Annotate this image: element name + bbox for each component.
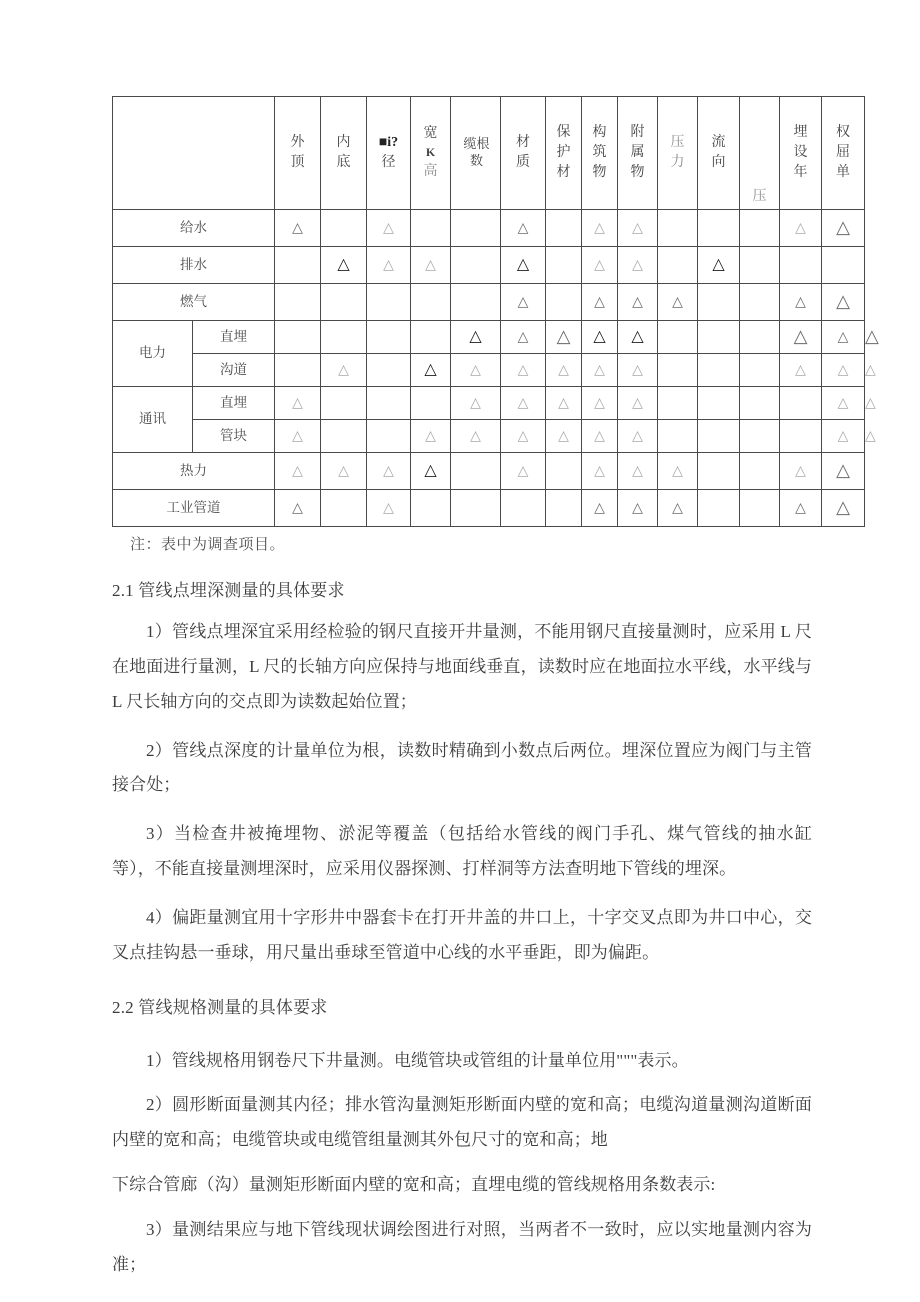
row-label-7: 热力 xyxy=(113,453,275,490)
paragraph-2-1-1: 1）管线点埋深宜采用经检验的钢尺直接开井量测，不能用钢尺直接量测时，应采用 L 尺在地面进行量测，L 尺的长轴方向应保持与地面线垂直，读数时应在地面拉水平线，水平线与 L 尺长轴方向的交点即为读数起始位置； xyxy=(112,622,812,711)
section-heading-2-1: 2.1 管线点埋深测量的具体要求 xyxy=(112,581,345,600)
survey-mark-triangle: △ xyxy=(383,500,394,516)
table-cell xyxy=(658,247,698,284)
table-cell xyxy=(780,354,822,387)
survey-mark-triangle: △ xyxy=(594,362,605,378)
table-cell xyxy=(740,354,780,387)
paragraph-2-1-2: 2）管线点深度的计量单位为根，读数时精确到小数点后两位。埋深位置应为阀门与主管接合处； xyxy=(112,740,812,795)
survey-mark-triangle: △ xyxy=(594,463,605,479)
header-cell-width-height xyxy=(411,97,451,210)
table-note: 注：表中为调查项目。 xyxy=(130,537,286,553)
table-cell xyxy=(501,387,546,420)
survey-mark-triangle: △ xyxy=(470,428,481,444)
table-cell xyxy=(411,420,451,453)
table-cell xyxy=(546,284,582,321)
survey-mark-triangle: △ xyxy=(292,428,303,444)
row-label-5: 通讯 xyxy=(113,387,193,453)
header-text-year-2: 设 xyxy=(793,144,808,160)
table-cell xyxy=(501,321,546,354)
header-text-protect-1: 保 xyxy=(556,124,571,140)
table-cell xyxy=(658,420,698,453)
table-cell xyxy=(698,453,740,490)
header-text-struct-2: 筑 xyxy=(592,144,607,160)
table-cell xyxy=(451,210,501,247)
table-cell xyxy=(740,490,780,527)
survey-mark-triangle: △ xyxy=(632,428,643,444)
survey-mark-triangle: △ xyxy=(517,395,529,411)
table-cell xyxy=(822,387,865,420)
table-cell xyxy=(582,354,618,387)
table-cell xyxy=(451,387,501,420)
survey-mark-triangle: △ xyxy=(712,255,725,273)
header-cell-cable-count xyxy=(451,97,501,210)
header-text-protect-2: 护 xyxy=(556,144,571,160)
survey-mark-triangle: △ xyxy=(425,257,436,273)
table-cell xyxy=(451,490,501,527)
survey-mark-triangle: △ xyxy=(632,500,643,516)
survey-mark-triangle: △ xyxy=(837,362,849,378)
survey-mark-triangle: △ xyxy=(793,326,808,347)
survey-mark-triangle: △ xyxy=(338,362,349,378)
table-cell xyxy=(698,321,740,354)
header-text-inner-bottom-1: 内 xyxy=(336,134,351,150)
table-cell xyxy=(501,453,546,490)
table-cell xyxy=(698,490,740,527)
paragraph-2-1-4: 4）偏距量测宜用十字形井中器套卡在打开井盖的井口上，十字交叉点即为井口中心，交叉点挂钩悬一垂球，用尺量出垂球至管道中心线的水平垂距，即为偏距。 xyxy=(112,907,812,962)
table-cell xyxy=(658,210,698,247)
table-cell xyxy=(658,490,698,527)
survey-mark-triangle: △ xyxy=(594,428,605,444)
table-cell xyxy=(321,321,367,354)
header-cell-voltage xyxy=(740,97,780,210)
header-text-year-3: 年 xyxy=(793,165,808,181)
table-cell xyxy=(411,387,451,420)
table-cell xyxy=(321,210,367,247)
survey-mark-triangle: △ xyxy=(517,463,529,479)
table-cell xyxy=(780,387,822,420)
survey-mark-triangle: △ xyxy=(795,294,806,310)
survey-mark-triangle: △ xyxy=(470,395,481,411)
survey-mark-triangle: △ xyxy=(558,428,569,444)
table-cell xyxy=(367,490,411,527)
table-cell xyxy=(451,247,501,284)
table-cell xyxy=(698,420,740,453)
survey-mark-triangle: △ xyxy=(836,217,850,238)
table-cell xyxy=(582,247,618,284)
survey-mark-triangle: △ xyxy=(594,395,605,411)
survey-mark-triangle: △ xyxy=(795,500,806,516)
table-cell xyxy=(275,321,321,354)
table-cell xyxy=(582,321,618,354)
survey-mark-triangle: △ xyxy=(424,461,437,479)
survey-mark-triangle: △ xyxy=(631,327,644,345)
table-row xyxy=(113,420,865,453)
table-cell xyxy=(658,387,698,420)
table-cell xyxy=(501,210,546,247)
survey-mark-triangle: △ xyxy=(292,220,303,236)
table-row xyxy=(113,354,865,387)
header-text-wh-3: 高 xyxy=(423,163,438,179)
table-cell xyxy=(501,354,546,387)
survey-mark-triangle: △ xyxy=(837,395,849,411)
table-cell xyxy=(451,420,501,453)
table-cell xyxy=(275,210,321,247)
survey-mark-triangle: △ xyxy=(632,395,643,411)
table-cell xyxy=(275,453,321,490)
table-cell xyxy=(780,284,822,321)
survey-mark-triangle: △ xyxy=(865,428,876,444)
survey-mark-triangle: △ xyxy=(517,329,529,345)
header-text-outer-top-2: 顶 xyxy=(290,155,305,170)
survey-mark-triangle: △ xyxy=(672,500,683,516)
survey-mark-triangle: △ xyxy=(672,294,683,310)
table-cell xyxy=(367,453,411,490)
header-cell-flow-direction xyxy=(698,97,740,210)
table-cell xyxy=(618,453,658,490)
header-text-pressure-1: 压 xyxy=(670,134,685,150)
table-cell xyxy=(367,210,411,247)
table-cell xyxy=(740,453,780,490)
header-text-flow-1: 流 xyxy=(711,134,726,150)
header-cell-pipe-diameter xyxy=(367,97,411,210)
table-row xyxy=(113,247,865,284)
table-cell xyxy=(321,387,367,420)
survey-mark-triangle: △ xyxy=(517,362,529,378)
header-text-voltage-1: 压 xyxy=(752,188,767,204)
survey-mark-triangle: △ xyxy=(338,463,349,479)
table-cell xyxy=(321,247,367,284)
survey-mark-triangle: △ xyxy=(632,220,643,236)
survey-mark-triangle: △ xyxy=(865,362,876,378)
table-cell xyxy=(582,210,618,247)
table-cell xyxy=(411,453,451,490)
header-text-year-1: 埋 xyxy=(793,124,808,140)
row-label-1: 排水 xyxy=(113,247,275,284)
table-cell xyxy=(822,284,865,321)
table-cell xyxy=(740,210,780,247)
table-cell xyxy=(698,284,740,321)
survey-mark-triangle: △ xyxy=(837,329,849,345)
header-text-pressure-2: 力 xyxy=(670,155,685,170)
survey-mark-triangle: △ xyxy=(632,463,643,479)
table-cell xyxy=(321,354,367,387)
table-cell xyxy=(582,387,618,420)
header-text-wh-1: 宽 xyxy=(423,126,438,141)
table-cell xyxy=(451,354,501,387)
survey-mark-triangle: △ xyxy=(865,395,876,411)
survey-mark-triangle: △ xyxy=(517,294,529,310)
header-text-cable-1: 缆根 xyxy=(463,136,490,152)
survey-mark-triangle: △ xyxy=(795,220,806,236)
table-row xyxy=(113,321,865,354)
header-text-diameter-2: 径 xyxy=(381,155,396,170)
table-cell xyxy=(546,453,582,490)
table-cell xyxy=(546,387,582,420)
header-text-material-1: 材 xyxy=(516,134,530,150)
table-cell xyxy=(822,247,865,284)
table-cell xyxy=(582,490,618,527)
table-cell xyxy=(618,247,658,284)
table-cell xyxy=(546,490,582,527)
table-cell xyxy=(780,210,822,247)
section-heading-2-2: 2.2 管线规格测量的具体要求 xyxy=(112,997,328,1017)
table-cell xyxy=(367,354,411,387)
paragraph-2-2-4: 3）量测结果应与地下管线现状调绘图进行对照，当两者不一致时，应以实地量测内容为准； xyxy=(112,1219,812,1274)
table-cell xyxy=(451,284,501,321)
header-text-owner-1: 权 xyxy=(836,124,850,140)
table-row xyxy=(113,387,865,420)
header-text-wh-2: K xyxy=(425,145,436,160)
table-cell xyxy=(740,247,780,284)
table-cell xyxy=(740,321,780,354)
table-cell xyxy=(546,354,582,387)
row-sublabel-5: 直埋 xyxy=(193,387,275,420)
table-cell xyxy=(321,284,367,321)
survey-mark-triangle: △ xyxy=(865,326,879,347)
survey-mark-triangle: △ xyxy=(795,463,806,479)
paragraph-2-2-3: 下综合管廊（沟）量测矩形断面内壁的宽和高；直埋电缆的管线规格用条数表示: xyxy=(112,1175,716,1195)
header-text-attach-3: 物 xyxy=(630,165,645,181)
survey-mark-triangle: △ xyxy=(292,463,303,479)
table-cell xyxy=(582,453,618,490)
survey-mark-triangle: △ xyxy=(836,460,850,481)
table-cell xyxy=(618,321,658,354)
survey-mark-triangle: △ xyxy=(470,362,481,378)
header-cell-owner-unit xyxy=(822,97,865,210)
table-cell xyxy=(780,247,822,284)
table-cell xyxy=(546,247,582,284)
row-sublabel-4: 沟道 xyxy=(193,354,275,387)
header-text-protect-3: 材 xyxy=(556,165,571,181)
pipeline-survey-table xyxy=(112,96,879,527)
table-row xyxy=(113,453,865,490)
table-cell xyxy=(411,247,451,284)
survey-mark-triangle: △ xyxy=(469,327,482,345)
header-text-material-2: 质 xyxy=(516,155,530,170)
table-cell xyxy=(740,387,780,420)
table-cell xyxy=(618,490,658,527)
header-text-struct-1: 构 xyxy=(592,124,607,140)
table-cell xyxy=(618,420,658,453)
table-cell xyxy=(698,387,740,420)
table-cell xyxy=(501,247,546,284)
survey-mark-triangle: △ xyxy=(836,291,850,312)
survey-mark-triangle: △ xyxy=(292,395,303,411)
table-cell xyxy=(321,490,367,527)
table-cell xyxy=(780,321,822,354)
table-cell xyxy=(411,490,451,527)
survey-mark-triangle: △ xyxy=(558,395,569,411)
section-2-1 xyxy=(112,576,812,971)
header-text-diameter-1: ■i? xyxy=(378,134,399,150)
table-cell xyxy=(501,420,546,453)
table-cell xyxy=(780,420,822,453)
survey-mark-triangle: △ xyxy=(594,500,605,516)
table-cell xyxy=(822,321,865,354)
table-cell xyxy=(822,210,865,247)
table-cell xyxy=(275,284,321,321)
row-sublabel-6: 管块 xyxy=(193,420,275,453)
table-cell xyxy=(275,490,321,527)
header-cell-outer-top xyxy=(275,97,321,210)
survey-mark-triangle: △ xyxy=(837,428,849,444)
survey-mark-triangle: △ xyxy=(594,220,605,236)
table-cell xyxy=(451,453,501,490)
table-cell xyxy=(822,490,865,527)
table-cell xyxy=(411,354,451,387)
survey-mark-triangle: △ xyxy=(836,497,850,518)
header-text-owner-2: 屈 xyxy=(836,144,850,160)
table-row xyxy=(113,210,865,247)
table-cell xyxy=(367,321,411,354)
row-label-2: 燃气 xyxy=(113,284,275,321)
table-cell xyxy=(698,210,740,247)
header-cell-attachment xyxy=(618,97,658,210)
table-cell xyxy=(275,247,321,284)
table-cell xyxy=(582,284,618,321)
header-cell-pressure xyxy=(658,97,698,210)
table-cell xyxy=(740,284,780,321)
table-header-row xyxy=(113,97,865,210)
table-cell xyxy=(411,321,451,354)
survey-mark-triangle: △ xyxy=(517,428,529,444)
table-cell xyxy=(698,247,740,284)
table-cell xyxy=(658,321,698,354)
survey-mark-triangle: △ xyxy=(383,257,394,273)
table-cell xyxy=(367,284,411,321)
table-cell xyxy=(618,284,658,321)
header-cell-material xyxy=(501,97,546,210)
row-label-8: 工业管道 xyxy=(113,490,275,527)
table-cell xyxy=(321,453,367,490)
header-text-struct-3: 物 xyxy=(592,165,607,181)
header-cell-category xyxy=(113,97,275,210)
table-cell xyxy=(780,453,822,490)
header-text-outer-top-1: 外 xyxy=(290,134,305,150)
table-cell xyxy=(618,387,658,420)
survey-mark-triangle: △ xyxy=(425,428,436,444)
header-cell-structure xyxy=(582,97,618,210)
paragraph-2-2-1: 1）管线规格用钢卷尺下井量测。电缆管块或管组的计量单位用"""表示。 xyxy=(146,1050,689,1070)
table-cell xyxy=(658,453,698,490)
survey-mark-triangle: △ xyxy=(593,327,606,345)
table-cell xyxy=(411,210,451,247)
table-cell xyxy=(367,387,411,420)
survey-mark-triangle: △ xyxy=(594,257,605,273)
header-text-owner-3: 单 xyxy=(836,165,850,181)
header-text-attach-2: 属 xyxy=(630,144,645,160)
table-cell xyxy=(698,354,740,387)
row-label-0: 给水 xyxy=(113,210,275,247)
survey-mark-triangle: △ xyxy=(632,362,643,378)
section-2-2 xyxy=(112,993,812,1283)
table-cell xyxy=(367,420,411,453)
table-cell xyxy=(275,387,321,420)
table-cell xyxy=(501,490,546,527)
header-text-cable-2: 数 xyxy=(469,153,483,168)
table-cell xyxy=(321,420,367,453)
table-cell xyxy=(546,321,582,354)
table-row xyxy=(113,490,865,527)
survey-mark-triangle: △ xyxy=(516,255,530,273)
header-text-attach-1: 附 xyxy=(630,124,645,140)
table-cell xyxy=(618,210,658,247)
table-cell xyxy=(740,420,780,453)
row-sublabel-3: 直埋 xyxy=(193,321,275,354)
header-text-flow-2: 向 xyxy=(711,155,726,170)
table-cell xyxy=(546,210,582,247)
header-cell-burial-year xyxy=(780,97,822,210)
header-cell-protective-material xyxy=(546,97,582,210)
table-cell xyxy=(822,453,865,490)
header-cell-inner-bottom xyxy=(321,97,367,210)
table-cell xyxy=(780,490,822,527)
survey-mark-triangle: △ xyxy=(558,362,569,378)
survey-mark-triangle: △ xyxy=(337,255,350,273)
survey-mark-triangle: △ xyxy=(632,257,643,273)
table-row xyxy=(113,284,865,321)
paragraph-2-2-2: 2）圆形断面量测其内径；排水管沟量测矩形断面内壁的宽和高；电缆沟道量测沟道断面内壁的宽和高；电缆管块或电缆管组量测其外包尺寸的宽和高；地 xyxy=(112,1095,812,1150)
survey-mark-triangle: △ xyxy=(556,326,571,347)
header-text-inner-bottom-2: 底 xyxy=(336,155,351,170)
paragraph-2-1-3: 3）当检查井被掩埋物、淤泥等覆盖（包括给水管线的阀门手孔、煤气管线的抽水缸等），不能直接量测埋深时，应采用仪器探测、打样洞等方法查明地下管线的埋深。 xyxy=(112,824,812,879)
table-cell xyxy=(822,420,865,453)
survey-mark-triangle: △ xyxy=(383,463,394,479)
row-label-3: 电力 xyxy=(113,321,193,387)
table-cell xyxy=(658,354,698,387)
table-cell xyxy=(367,247,411,284)
table-cell xyxy=(275,420,321,453)
survey-mark-triangle: △ xyxy=(517,220,529,236)
survey-mark-triangle: △ xyxy=(383,220,394,236)
table-cell xyxy=(582,420,618,453)
table-cell xyxy=(618,354,658,387)
survey-mark-triangle: △ xyxy=(672,463,683,479)
table-cell xyxy=(411,284,451,321)
survey-mark-triangle: △ xyxy=(292,500,303,516)
survey-mark-triangle: △ xyxy=(632,294,643,310)
table-cell xyxy=(275,354,321,387)
survey-mark-triangle: △ xyxy=(424,360,437,378)
survey-mark-triangle: △ xyxy=(594,294,605,310)
table-cell xyxy=(451,321,501,354)
table-cell xyxy=(546,420,582,453)
table-cell xyxy=(658,284,698,321)
survey-mark-triangle: △ xyxy=(795,362,806,378)
table-cell xyxy=(501,284,546,321)
table-cell xyxy=(822,354,865,387)
